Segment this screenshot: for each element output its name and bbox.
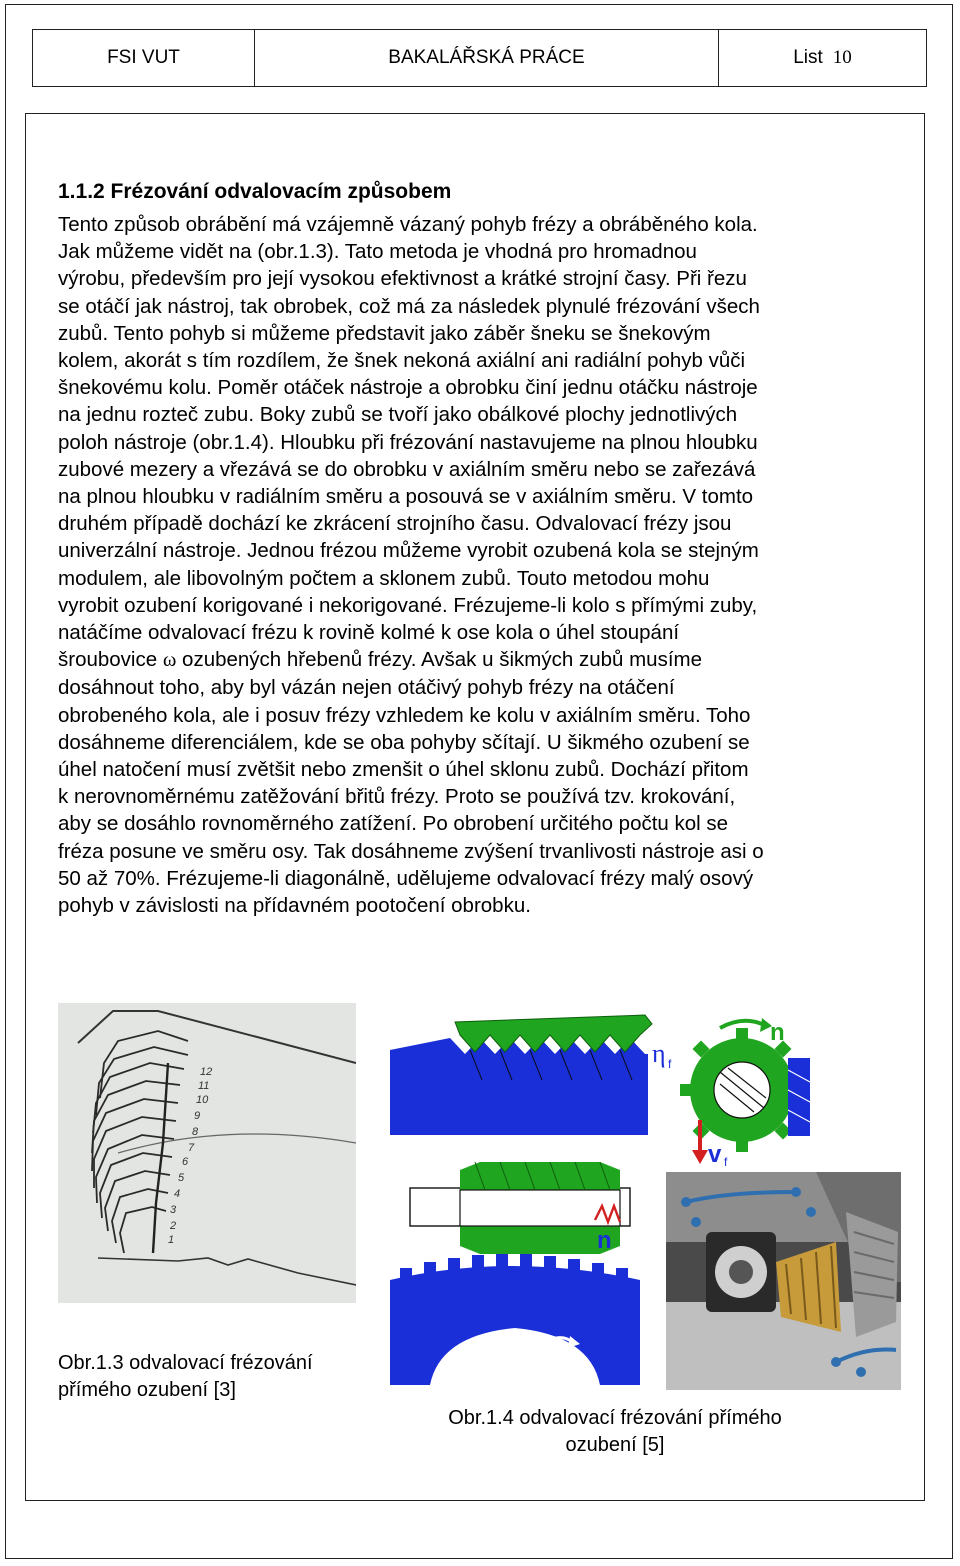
label-n0: n xyxy=(505,1334,520,1361)
rotation-arrow-top xyxy=(720,1021,762,1028)
wheel-segment-top xyxy=(390,1038,648,1135)
body-paragraph xyxy=(58,211,898,919)
text-line: 50 až 70%. Frézujeme-li diagonálně, udělujeme odvalovací frézy malý osový xyxy=(58,866,754,890)
arrow-head xyxy=(692,1150,708,1164)
text-line: dosáhnout toho, aby byl vázán nejen otáčivý pohyb frézy na otáčení xyxy=(58,676,675,700)
position-label: 10 xyxy=(196,1094,209,1106)
text-line-omega xyxy=(58,646,898,674)
position-label: 3 xyxy=(170,1204,177,1216)
figure-1-4-caption xyxy=(410,1405,820,1459)
text-line: zubů. Tento pohyb si můžeme představit jako záběr šneku se šnekovým xyxy=(58,321,711,345)
text-line: se otáčí jak nástroj, tak obrobek, což má za následek plynulé frézování všech xyxy=(58,294,760,318)
machine-photo xyxy=(666,1172,901,1390)
text-line: na jednu rozteč zubu. Boky zubů se tvoří jako obálkové plochy jednotlivých xyxy=(58,403,738,427)
label-n-mid: n xyxy=(597,1227,612,1254)
header-institution: FSI VUT xyxy=(33,30,255,86)
text-line: modulem, ale libovolným počtem a sklonem zubů. Touto metodou mohu xyxy=(58,566,710,590)
text-line: zubové mezery a vřezává se do obrobku v axiálním směru nebo se zařezává xyxy=(58,457,756,481)
tooth-envelope-drawing xyxy=(58,1003,356,1303)
text-line: druhém případě dochází ke zkrácení strojního času. Odvalovací frézy jsou xyxy=(58,512,732,536)
caption-line: Obr.1.4 odvalovací frézování přímého xyxy=(448,1407,782,1429)
text-line: Jak můžeme vidět na (obr.1.3). Tato metoda je vhodná pro hromadnou xyxy=(58,240,697,264)
header-thesis-type: BAKALÁŘSKÁ PRÁCE xyxy=(255,30,719,86)
text-line: vyrobit ozubení korigované i nekorigované. Frézujeme-li kolo s přímými zuby, xyxy=(58,593,758,617)
text-line: aby se dosáhlo rovnoměrného zatížení. Po obrobení určitého počtu kol se xyxy=(58,812,729,836)
figure-1-3-caption xyxy=(58,1350,313,1404)
text-line: k nerovnoměrnému zatěžování břitů frézy. Proto se používá tzv. krokování, xyxy=(58,785,736,809)
text-line: pohyb v závislosti na přídavném pootočení obrobku. xyxy=(58,894,531,918)
header-list-label: List xyxy=(793,47,823,68)
workpiece-section xyxy=(788,1058,810,1136)
section-title: 1.1.2 Frézování odvalovacím způsobem xyxy=(58,180,452,203)
label-n0-sub: o xyxy=(522,1349,529,1363)
text-line: poloh nástroje (obr.1.4). Hloubku při frézování nastavujeme na plnou hloubku xyxy=(58,430,758,454)
position-label: 2 xyxy=(170,1220,177,1232)
label-vf-sub: f xyxy=(724,1155,728,1169)
text-line: Tento způsob obrábění má vzájemně vázaný pohyb frézy a obráběného kola. xyxy=(58,213,758,236)
position-label: 5 xyxy=(178,1172,185,1184)
label-eta-sub: f xyxy=(668,1057,672,1071)
wheel-ring xyxy=(390,1266,640,1385)
label-eta: η xyxy=(652,1039,666,1068)
page-header xyxy=(32,29,927,87)
text-line: úhel natočení musí zvětšit nebo zmenšit o úhel sklonu zubů. Dochází přitom xyxy=(58,758,749,782)
caption-line: přímého ozubení [3] xyxy=(58,1379,236,1401)
figure-1-4-photo xyxy=(666,1172,901,1390)
text-line: fréza posune ve směru osy. Tak dosáhneme zvýšení trvanlivosti nástroje asi o xyxy=(58,839,764,863)
omega-symbol: ω xyxy=(162,649,177,672)
position-label: 7 xyxy=(188,1142,195,1154)
position-label: 12 xyxy=(200,1066,213,1078)
position-label: 1 xyxy=(168,1234,175,1246)
text-line: kolem, akorát s tím rozdílem, že šnek nekoná axiální ani radiální pohyb vůči xyxy=(58,349,746,373)
label-n-top: n xyxy=(770,1019,785,1046)
omega-line-start: šroubovice xyxy=(58,648,163,672)
text-line: výrobu, především pro její vysokou efektivnost a krátké strojní časy. Při řezu xyxy=(58,267,747,291)
text-line: na plnou hloubku v radiálním směru a posouvá se v axiálním směru. V tomto xyxy=(58,485,754,509)
header-list-number: 10 xyxy=(832,47,852,68)
position-label: 4 xyxy=(174,1188,181,1200)
position-label: 11 xyxy=(198,1080,210,1092)
text-line: obrobeného kola, ale i posuv frézy vzhledem ke kolu v axiálním směru. Toho xyxy=(58,703,751,727)
header-page-number xyxy=(719,30,926,86)
text-line: natáčíme odvalovací frézu k rovině kolmé k ose kola o úhel stoupání xyxy=(58,621,680,645)
caption-line: Obr.1.3 odvalovací frézování xyxy=(58,1352,313,1374)
text-line: šnekovému kolu. Poměr otáček nástroje a obrobku činí jednu otáčku nástroje xyxy=(58,376,758,400)
omega-line-end: ozubených hřebenů frézy. Avšak u šikmých zubů musíme xyxy=(176,648,703,672)
text-line: dosáhneme diferenciálem, kde se oba pohyby sčítají. U šikmého ozubení se xyxy=(58,730,750,754)
caption-line: ozubení [5] xyxy=(565,1434,665,1456)
position-label: 6 xyxy=(182,1156,189,1168)
figure-1-3-image xyxy=(58,1003,356,1303)
label-vf: v xyxy=(708,1141,722,1168)
hob-bore xyxy=(460,1190,620,1226)
position-label: 9 xyxy=(194,1110,201,1122)
text-line: univerzální nástroje. Jednou frézou můžeme vyrobit ozubená kola se stejným xyxy=(58,539,759,563)
position-label: 8 xyxy=(192,1126,199,1138)
